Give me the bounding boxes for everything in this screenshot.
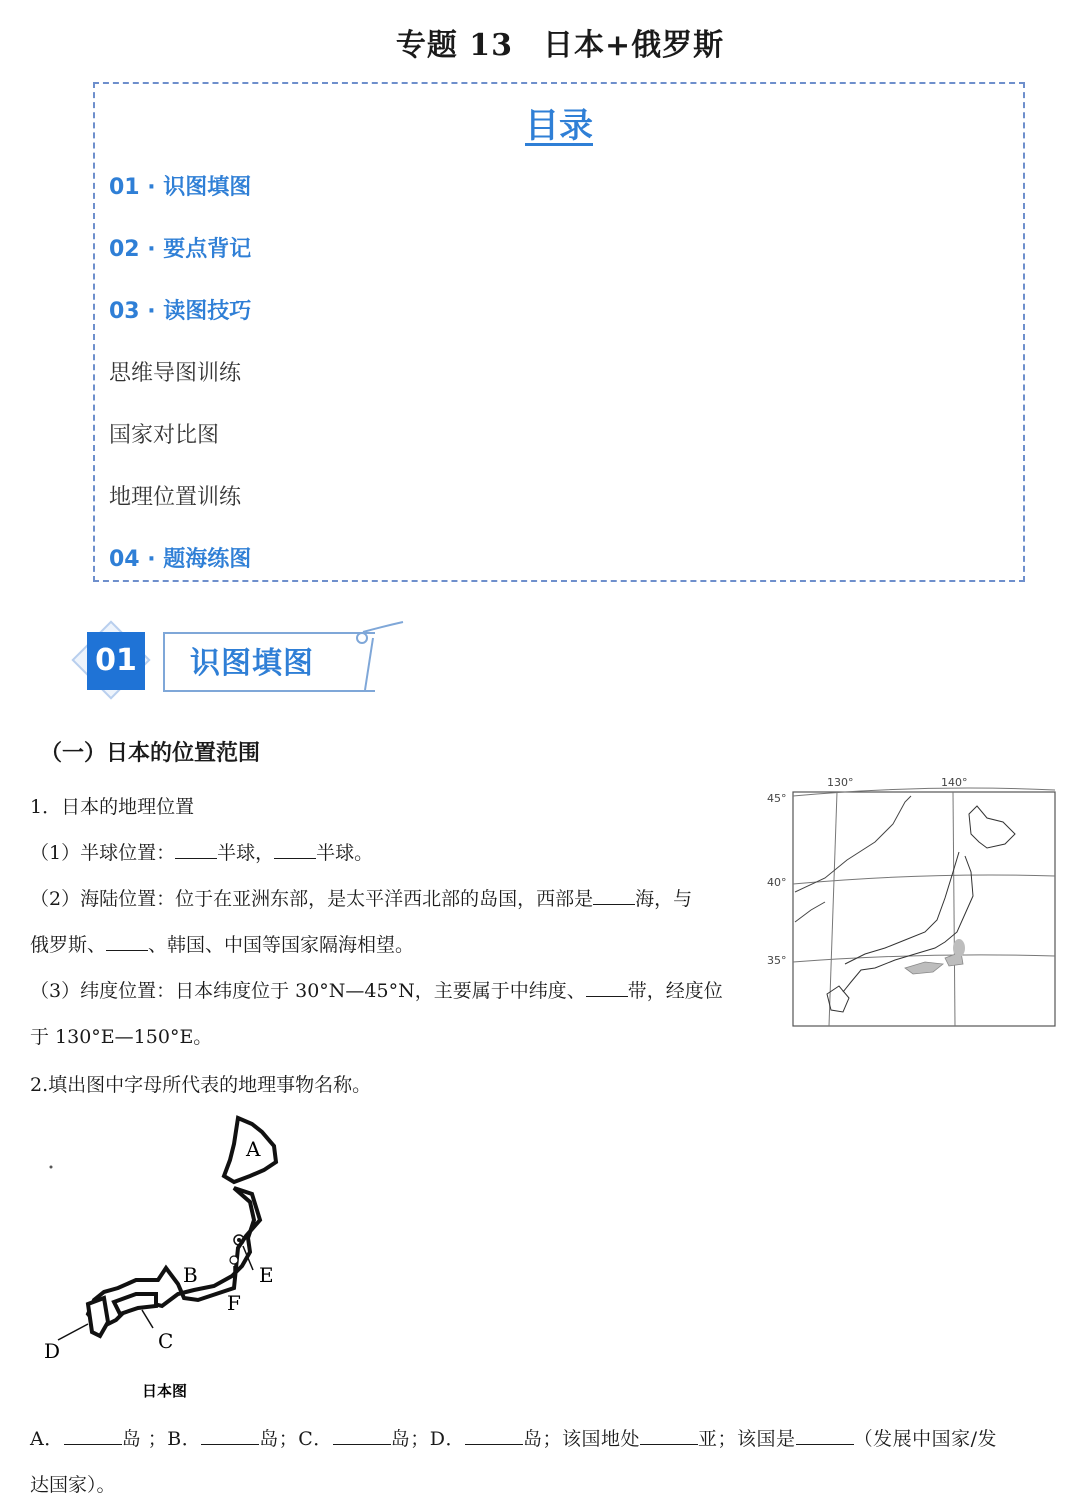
q1-latitude-text: （3）纬度位置：日本纬度位于 30°N—45°N，主要属于中纬度、 (30, 980, 586, 1002)
map-letter-f: F (227, 1291, 241, 1315)
blank-field[interactable] (465, 1426, 523, 1445)
answer-text: 岛；该国地处 (523, 1428, 641, 1450)
q1-latitude-line-1 (30, 976, 723, 1003)
q1-hemisphere-text: 半球。 (316, 842, 374, 864)
blank-field[interactable] (586, 978, 628, 997)
answer-text: 亚；该国是 (698, 1428, 796, 1450)
blank-field[interactable] (175, 840, 217, 859)
map-caption: 日本图 (142, 1382, 188, 1400)
title-main: 日本+俄罗斯 (543, 28, 725, 63)
lon-label: 130° (827, 776, 854, 789)
map-letter-a: A (246, 1137, 261, 1161)
blank-field[interactable] (796, 1426, 854, 1445)
q1-latitude-text: 带，经度位 (627, 980, 723, 1002)
blank-field[interactable] (593, 886, 635, 905)
blank-field[interactable] (333, 1426, 391, 1445)
answer-text: 岛 ；B． (121, 1428, 202, 1450)
blank-field[interactable] (106, 932, 148, 951)
q1-hemisphere-text: 半球， (217, 842, 275, 864)
q2-title: 2.填出图中字母所代表的地理事物名称。 (30, 1074, 372, 1096)
title-prefix: 专题 13 (395, 28, 514, 63)
ribbon-decoration (345, 618, 415, 698)
lat-label: 35° (767, 954, 787, 967)
toc-item-mindmap[interactable]: 思维导图训练 (109, 361, 242, 386)
q1-title: 1．日本的地理位置 (30, 796, 195, 818)
toc-item-practice[interactable]: 04 · 题海练图 (109, 547, 252, 572)
toc-item-country-compare[interactable]: 国家对比图 (109, 423, 220, 448)
q1-land-sea-text: （2）海陆位置：位于在亚洲东部，是太平洋西北部的岛国，西部是 (30, 888, 594, 910)
lon-label: 140° (941, 776, 968, 789)
q1-land-sea-line-1 (30, 884, 692, 911)
q1-land-sea-text: 俄罗斯、 (30, 934, 107, 956)
section-number-badge: 01 (87, 632, 145, 690)
blank-field[interactable] (201, 1426, 259, 1445)
page-title (0, 20, 1080, 64)
map-letter-c: C (158, 1329, 174, 1353)
lat-label: 45° (767, 792, 787, 805)
toc-item-map-skills[interactable]: 03 · 读图技巧 (109, 299, 252, 324)
map-letter-e: E (259, 1263, 274, 1287)
q2-answer-line-1 (30, 1424, 997, 1451)
answer-text: 岛；D． (390, 1428, 466, 1450)
q1-hemisphere (30, 838, 373, 865)
q1-land-sea-line-2 (30, 930, 414, 957)
table-of-contents (93, 82, 1025, 582)
map-letter-d: D (44, 1339, 61, 1363)
blank-field[interactable] (274, 840, 316, 859)
q2-answer-line-2: 达国家）。 (30, 1474, 116, 1496)
subheading-japan-location: （一）日本的位置范围 (40, 740, 261, 766)
q1-land-sea-text: 海，与 (635, 888, 693, 910)
japan-island-map (38, 1110, 298, 1400)
q1-land-sea-text: 、韩国、中国等国家隔海相望。 (148, 934, 415, 956)
answer-text: （发展中国家/发 (853, 1428, 997, 1450)
section-title: 识图填图 (190, 646, 314, 681)
blank-field[interactable] (640, 1426, 698, 1445)
answer-text: 岛；C． (259, 1428, 333, 1450)
blank-field[interactable] (64, 1426, 122, 1445)
q1-hemisphere-text: （1）半球位置： (30, 842, 176, 864)
toc-heading: 目录 (525, 106, 593, 146)
map-letter-b: B (183, 1263, 198, 1287)
section-banner (75, 618, 415, 698)
answer-text: A． (30, 1428, 64, 1450)
toc-item-recognize-map[interactable]: 01 · 识图填图 (109, 175, 252, 200)
toc-item-key-points[interactable]: 02 · 要点背记 (109, 237, 252, 262)
lat-label: 40° (767, 876, 787, 889)
japan-latitude-map (765, 772, 1060, 1032)
toc-item-location-training[interactable]: 地理位置训练 (109, 485, 242, 510)
q1-latitude-line-2: 于 130°E—150°E。 (30, 1026, 213, 1048)
